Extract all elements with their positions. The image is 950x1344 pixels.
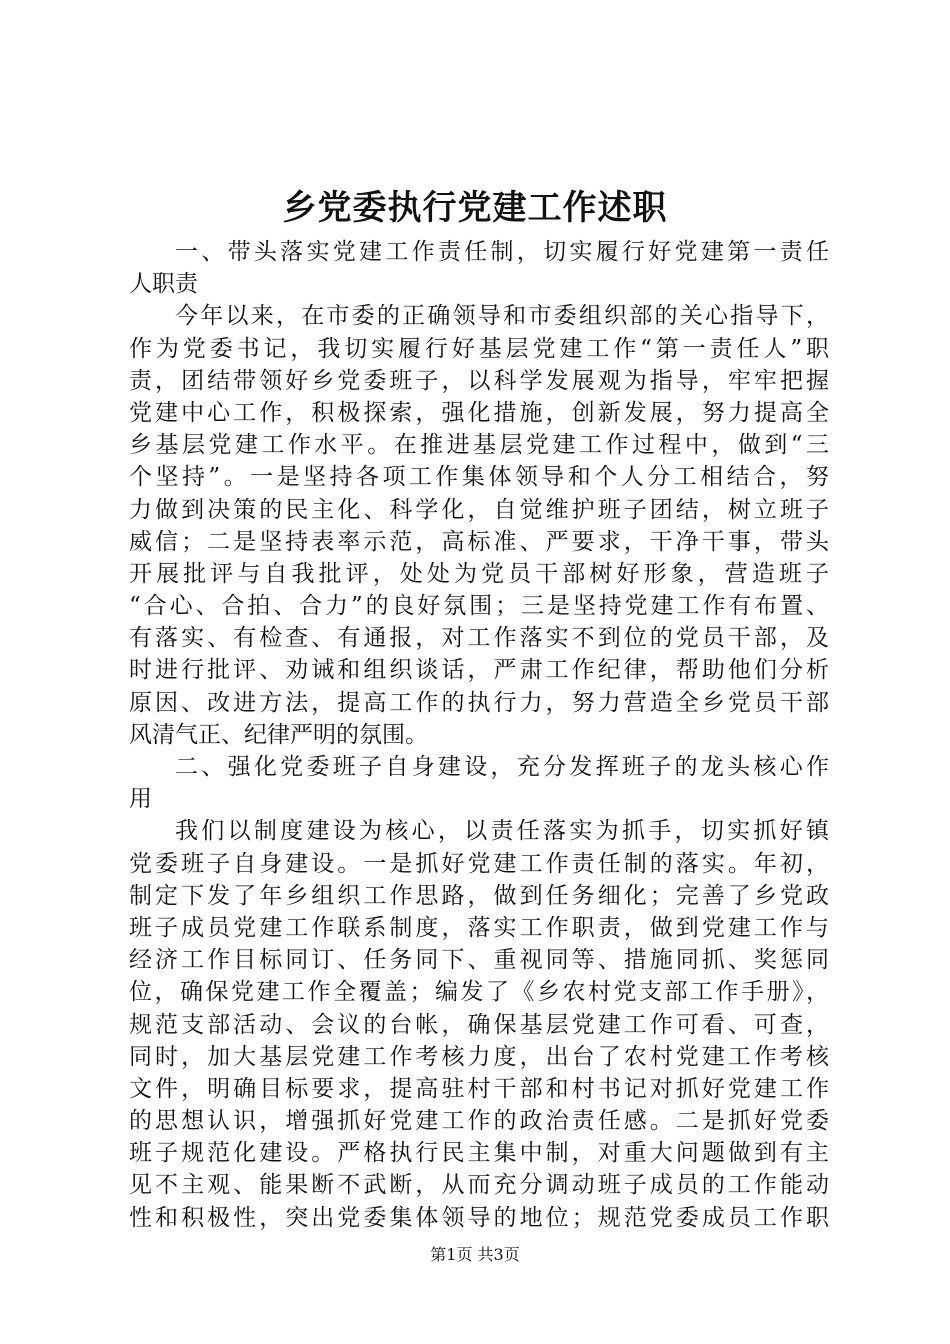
text-line: 责，团结带领好乡党委班子，以科学发展观为指导，牢牢把握 <box>129 367 829 394</box>
text-line: 性和积极性，突出党委集体领导的地位；规范党委成员工作职 <box>129 1204 829 1231</box>
document-body <box>129 236 829 1234</box>
text-line: 的思想认识，增强抓好党建工作的政治责任感。二是抓好党委 <box>129 1108 829 1135</box>
text-line: 班子规范化建设。严格执行民主集中制，对重大问题做到有主 <box>129 1140 829 1167</box>
text-line: 党建中心工作，积极探索，强化措施，创新发展，努力提高全 <box>129 399 829 426</box>
text-line: 位，确保党建工作全覆盖；编发了《乡农村党支部工作手册》， <box>129 979 829 1006</box>
text-line: “合心、合拍、合力”的良好氛围；三是坚持党建工作有布置、 <box>129 593 829 620</box>
text-line: 威信；二是坚持表率示范，高标准、严要求，干净干事，带头 <box>129 528 829 555</box>
text-line: 制定下发了年乡组织工作思路，做到任务细化；完善了乡党政 <box>129 882 829 909</box>
text-line: 个坚持”。一是坚持各项工作集体领导和个人分工相结合，努 <box>129 464 829 491</box>
text-line: 原因、改进方法，提高工作的执行力，努力营造全乡党员干部 <box>129 689 829 716</box>
text-line: 力做到决策的民主化、科学化，自觉维护班子团结，树立班子 <box>129 496 829 523</box>
text-line: 开展批评与自我批评，处处为党员干部树好形象，营造班子 <box>129 560 829 587</box>
text-line: 二、强化党委班子自身建设，充分发挥班子的龙头核心作 <box>175 754 829 780</box>
text-line: 作为党委书记，我切实履行好基层党建工作“第一责任人”职 <box>129 335 829 362</box>
text-line: 有落实、有检查、有通报，对工作落实不到位的党员干部，及 <box>129 625 829 652</box>
text-line: 乡基层党建工作水平。在推进基层党建工作过程中，做到“三 <box>129 432 829 459</box>
text-line: 党委班子自身建设。一是抓好党建工作责任制的落实。年初， <box>129 850 829 877</box>
text-line: 文件，明确目标要求，提高驻村干部和村书记对抓好党建工作 <box>129 1075 829 1102</box>
text-line: 今年以来，在市委的正确领导和市委组织部的关心指导下， <box>175 303 829 330</box>
text-line: 经济工作目标同订、任务同下、重视同等、措施同抓、奖惩同 <box>129 947 829 974</box>
page-number: 第1页 共3页 <box>430 1245 520 1264</box>
text-line: 一、带头落实党建工作责任制，切实履行好党建第一责任 <box>175 239 829 265</box>
text-line: 时进行批评、劝诫和组织谈话，严肃工作纪律，帮助他们分析 <box>129 657 829 684</box>
text-line: 同时，加大基层党建工作考核力度，出台了农村党建工作考核 <box>129 1043 829 1070</box>
text-line: 我们以制度建设为核心，以责任落实为抓手，切实抓好镇 <box>175 818 829 845</box>
text-line: 风清气正、纪律严明的氛围。 <box>129 721 428 748</box>
text-line: 人职责 <box>129 271 198 298</box>
text-line: 规范支部活动、会议的台帐，确保基层党建工作可看、可查， <box>129 1011 829 1038</box>
document-title: 乡党委执行党建工作述职 <box>282 188 668 228</box>
text-line: 见不主观、能果断不武断，从而充分调动班子成员的工作能动 <box>129 1172 829 1199</box>
text-line: 用 <box>129 786 152 813</box>
text-line: 班子成员党建工作联系制度，落实工作职责，做到党建工作与 <box>129 914 829 941</box>
